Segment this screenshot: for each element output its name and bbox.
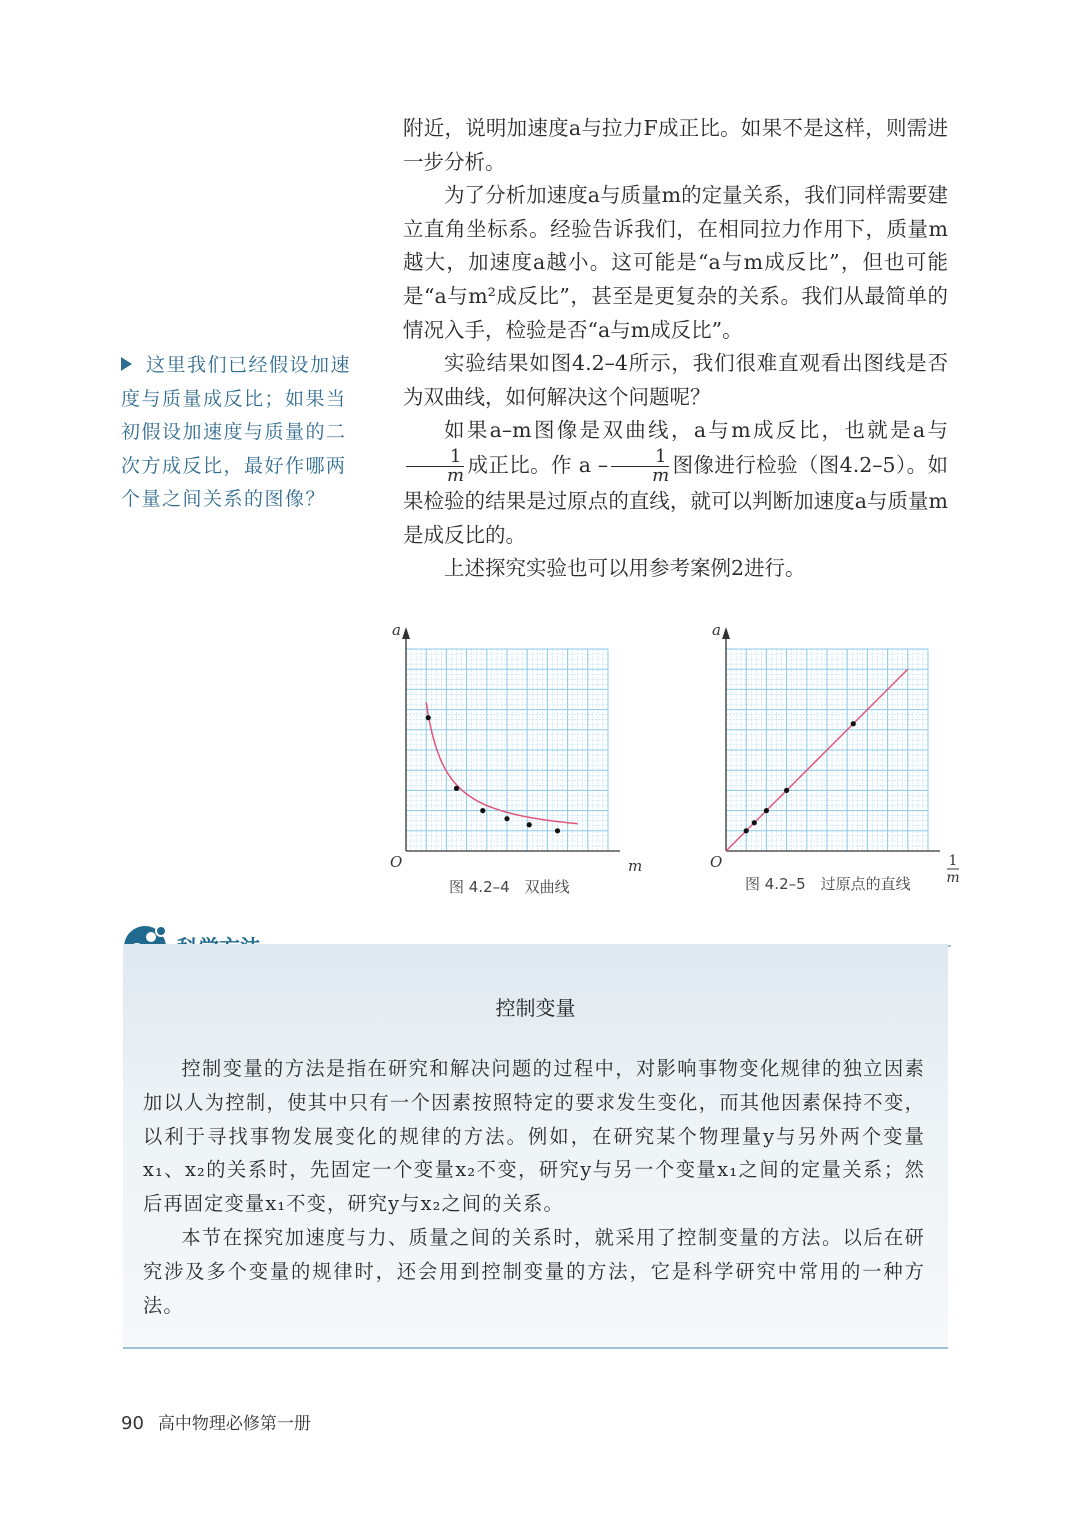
data-point — [764, 808, 769, 813]
y-axis-label: a — [712, 621, 721, 639]
figure-2-caption: 图 4.2–5 过原点的直线 — [745, 875, 911, 893]
data-point — [480, 808, 485, 813]
paragraph-4 — [403, 414, 948, 552]
data-point — [426, 715, 431, 720]
side-note-text: 这里我们已经假设加速度与质量成反比；如果当初假设加速度与质量的二次方成反比，最好作哪两个量之间关系的图像？ — [121, 354, 352, 511]
box-paragraph-1: 控制变量的方法是指在研究和解决问题的过程中，对影响事物变化规律的独立因素加以人为控制，使其中只有一个因素按照特定的要求发生变化，而其他因素保持不变，以利于寻找事物发展变化的规律的方法。例如，在研究某个物理量y与另外两个变量x₁、x₂的关系时，先固定一个变量x₂不变，研究y与另一个变量x₁之间的定量关系；然后再固定变量x₁不变，研究y与x₂之间的关系。 — [143, 1057, 925, 1216]
paragraph-4-part-c: 图像进行检验（图4.2–5）。如果检验的结果是过原点的直线，就可以判断加速度a与质量m是成反比的。 — [403, 452, 948, 547]
paragraph-2: 为了分析加速度a与质量m的定量关系，我们同样需要建立直角坐标系。经验告诉我们，在相同拉力作用下，质量m越大，加速度a越小。这可能是“a与m成反比”，但也可能是“a与m²成反比”，甚至是更复杂的关系。我们从最简单的情况入手，检验是否“a与m成反比”。 — [403, 183, 948, 342]
triangle-marker-icon — [121, 357, 132, 371]
origin-label: O — [390, 853, 403, 871]
origin-label: O — [710, 853, 723, 871]
box-text — [143, 1052, 925, 1322]
figure-hyperbola-chart — [386, 612, 656, 872]
y-axis-arrow-icon — [722, 627, 730, 639]
paragraph-3: 实验结果如图4.2–4所示，我们很难直观看出图线是否为双曲线，如何解决这个问题呢？ — [403, 351, 948, 409]
paragraph-1: 附近，说明加速度a与拉力F成正比。如果不是这样，则需进一步分析。 — [403, 116, 948, 174]
science-method-box — [123, 944, 948, 1349]
x-axis-label-numerator: 1 — [948, 853, 958, 869]
figure-line-chart — [706, 612, 968, 892]
data-point — [744, 828, 749, 833]
data-point — [527, 822, 532, 827]
paragraph-5: 上述探究实验也可以用参考案例2进行。 — [444, 556, 806, 581]
data-point — [504, 816, 509, 821]
data-point — [454, 786, 459, 791]
fraction-one-over-m: $\frac{1}{m}$ — [406, 448, 464, 485]
x-axis-label: m — [628, 857, 643, 872]
data-point — [784, 788, 789, 793]
x-axis-label-denominator: m — [946, 870, 960, 886]
box-paragraph-2: 本节在探究加速度与力、质量之间的关系时，就采用了控制变量的方法。以后在研究涉及多个变量的规律时，还会用到控制变量的方法，它是科学研究中常用的一种方法。 — [143, 1225, 925, 1317]
figure-1-caption: 图 4.2–4 双曲线 — [449, 878, 570, 896]
y-axis-label: a — [392, 621, 401, 639]
page-number: 90 — [121, 1413, 144, 1434]
main-text — [403, 112, 948, 586]
data-point — [752, 820, 757, 825]
page-footer — [121, 1409, 311, 1434]
box-title: 控制变量 — [495, 996, 576, 1020]
paragraph-4-part-b: 成正比。作 a – — [467, 452, 609, 477]
y-axis-arrow-icon — [402, 627, 410, 639]
data-point — [555, 828, 560, 833]
paragraph-4-part-a: 如果a–m图像是双曲线，a与m成反比，也就是a与 — [444, 418, 948, 443]
fraction-one-over-m-2: $\frac{1}{m}$ — [611, 448, 669, 485]
side-note — [121, 349, 361, 517]
data-point — [851, 721, 856, 726]
book-title: 高中物理必修第一册 — [157, 1414, 311, 1434]
